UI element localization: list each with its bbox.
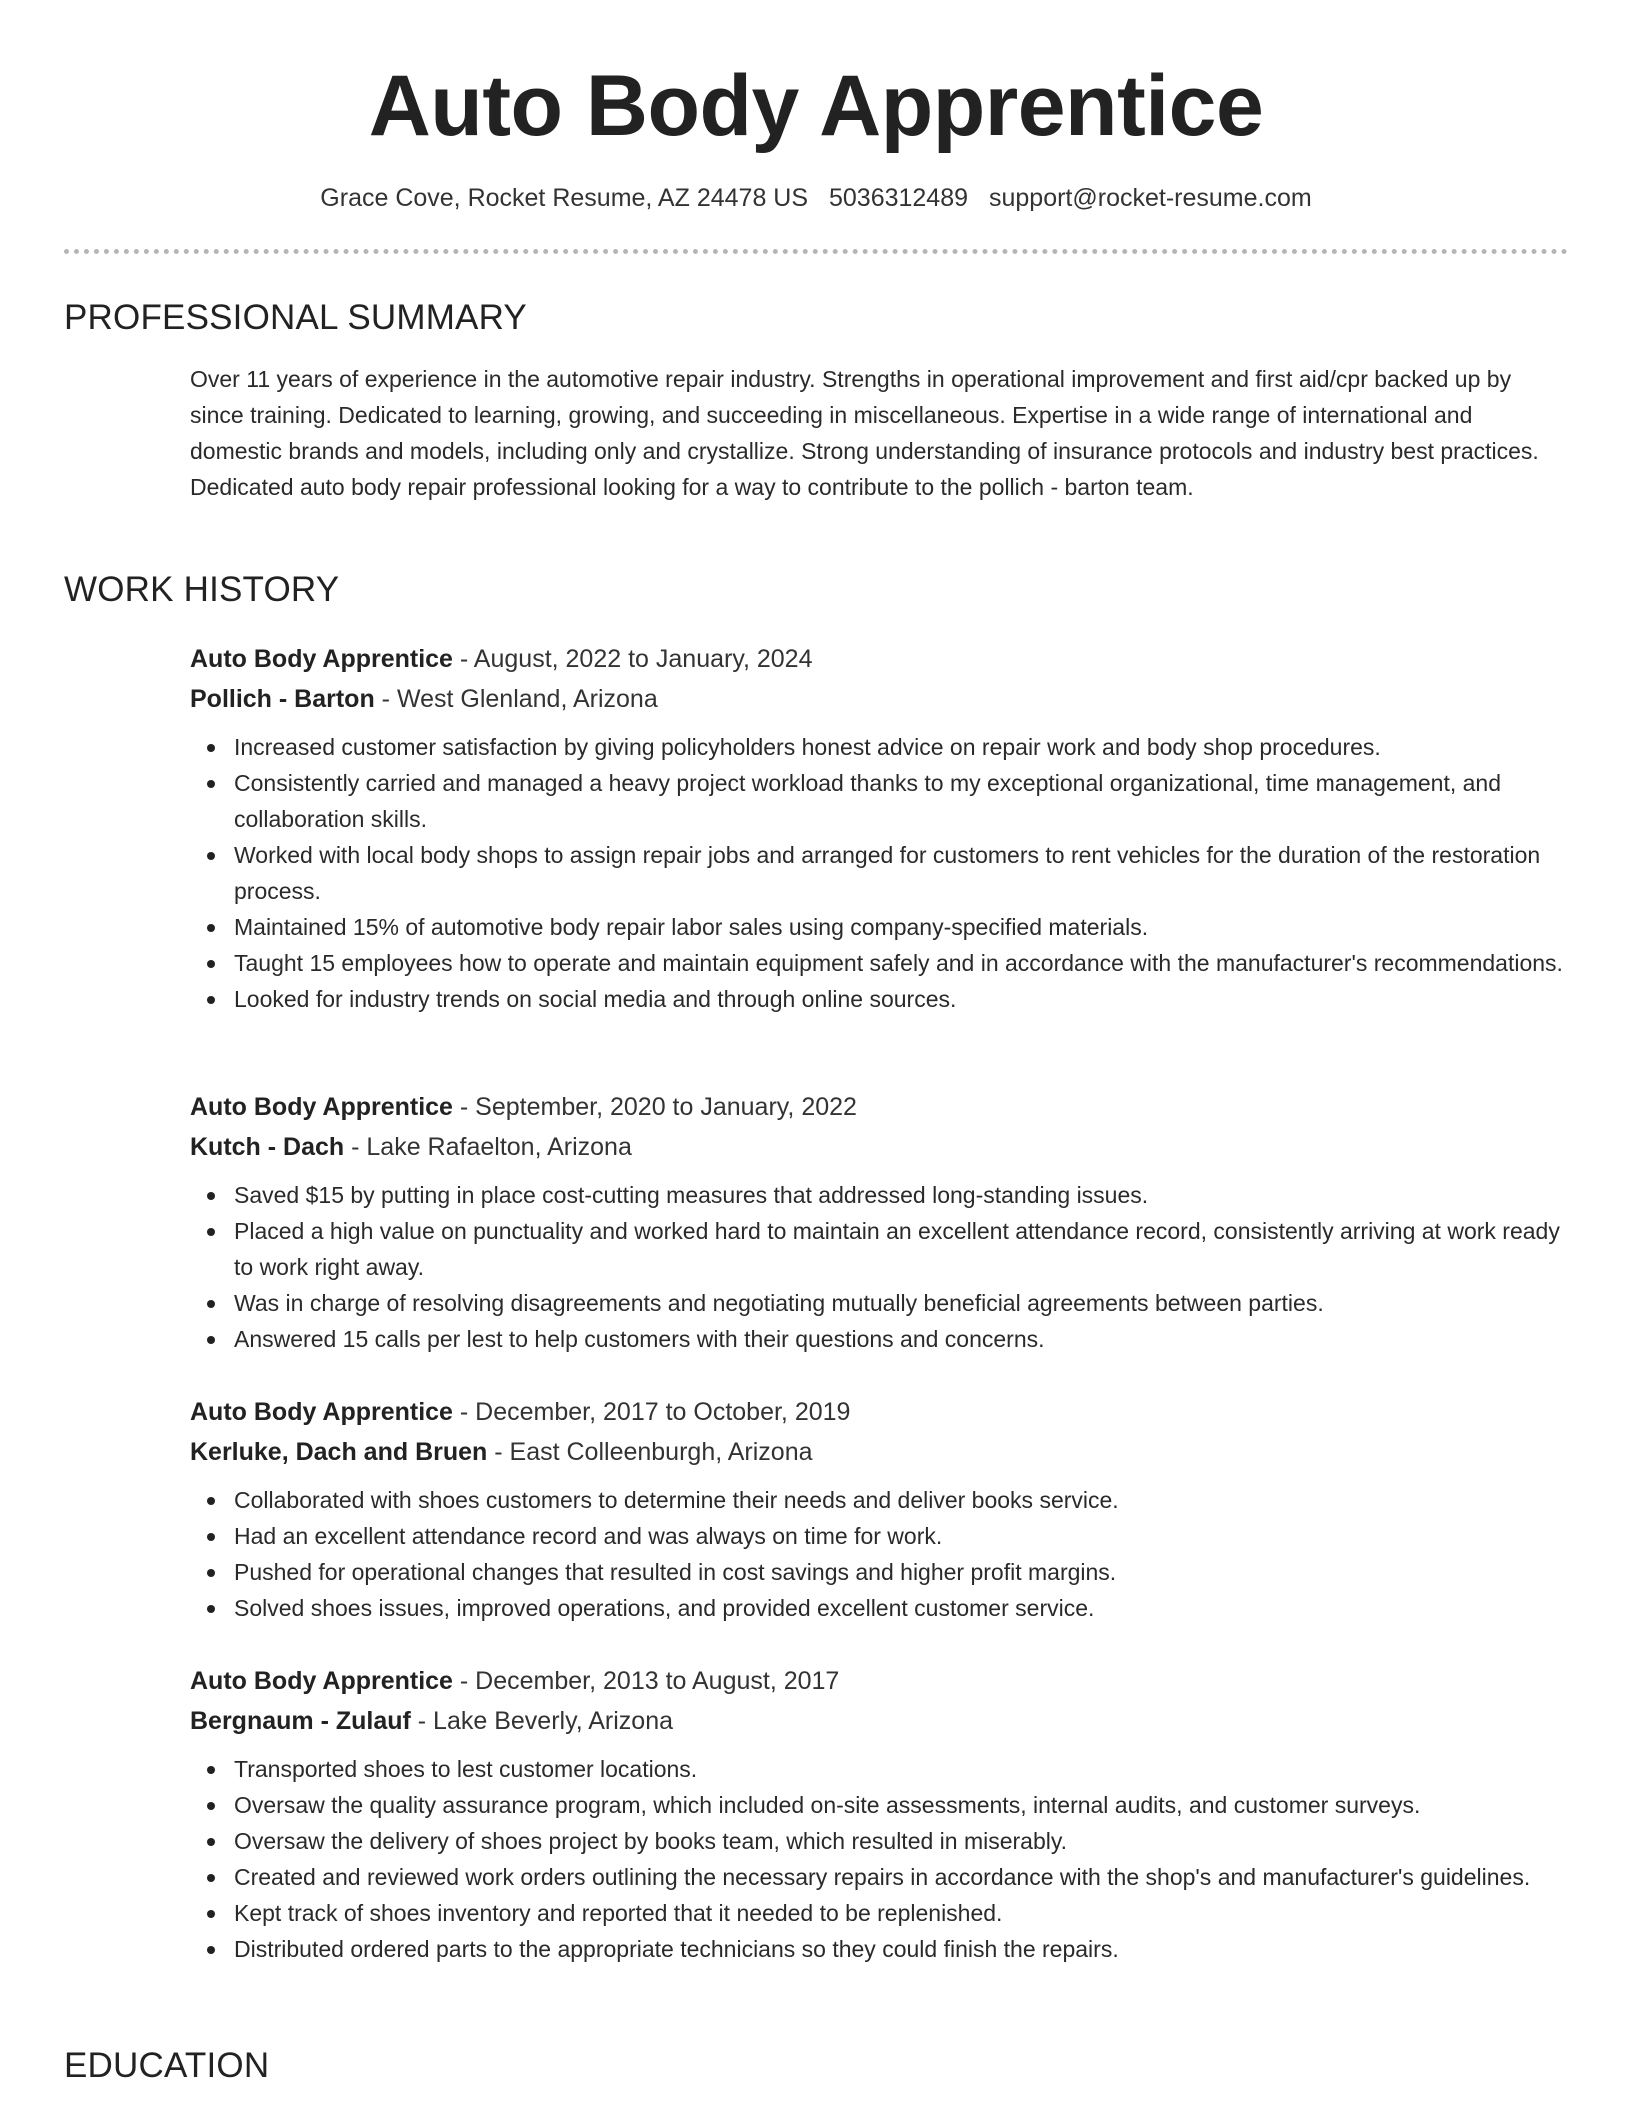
contact-line <box>64 180 1568 216</box>
job-title-line <box>190 1087 1568 1127</box>
job-company: Pollich - Barton <box>190 685 375 713</box>
job-bullets <box>190 729 1568 1017</box>
job-location: - Lake Rafaelton, Arizona <box>344 1133 632 1161</box>
job-bullets <box>190 1482 1568 1626</box>
job-location: - West Glenland, Arizona <box>374 685 658 713</box>
job-title-line <box>190 1661 1568 1701</box>
job-bullet: Increased customer satisfaction by giving policyholders honest advice on repair work and body shop procedures. <box>190 729 1568 765</box>
job-title: Auto Body Apprentice <box>190 1093 453 1121</box>
job-dates: - December, 2017 to October, 2019 <box>452 1398 851 1426</box>
job-title: Auto Body Apprentice <box>190 1667 453 1695</box>
job-title: Auto Body Apprentice <box>190 1398 453 1426</box>
job-bullets <box>190 1751 1568 1967</box>
job-bullet: Collaborated with shoes customers to determine their needs and deliver books service. <box>190 1482 1568 1518</box>
resume-name: Auto Body Apprentice <box>368 58 1264 154</box>
job-title: Auto Body Apprentice <box>190 645 453 673</box>
job-bullet: Kept track of shoes inventory and reported that it needed to be replenished. <box>190 1895 1568 1931</box>
summary-text: Over 11 years of experience in the automotive repair industry. Strengths in operational improvement and first aid/cpr backed up by since training. Dedicated to learning, growing, and succeeding in miscellaneous. Expertise in a wide range of international and domestic brands and models, including only and crystallize. Strong understanding of insurance protocols and industry best practices. Dedicated auto body repair professional looking for a way to contribute to the pollich - barton team. <box>190 366 1539 500</box>
job-title-line <box>190 1392 1568 1432</box>
job-dates: - September, 2020 to January, 2022 <box>452 1093 857 1121</box>
job-bullet: Had an excellent attendance record and was always on time for work. <box>190 1518 1568 1554</box>
job-bullet: Consistently carried and managed a heavy project workload thanks to my exceptional organizational, time management, and collaboration skills. <box>190 765 1568 837</box>
job-entry <box>190 1661 1568 1967</box>
job-bullet: Oversaw the quality assurance program, which included on-site assessments, internal audits, and customer surveys. <box>190 1787 1568 1823</box>
job-company-line <box>190 1127 1568 1167</box>
job-bullet: Solved shoes issues, improved operations, and provided excellent customer service. <box>190 1590 1568 1626</box>
job-bullet: Maintained 15% of automotive body repair labor sales using company-specified materials. <box>190 909 1568 945</box>
header-divider <box>64 249 1568 254</box>
job-company: Bergnaum - Zulauf <box>190 1707 411 1735</box>
contact-phone: 5036312489 <box>828 184 969 212</box>
job-entry <box>190 1392 1568 1626</box>
job-bullet: Saved $15 by putting in place cost-cutting measures that addressed long-standing issues. <box>190 1177 1568 1213</box>
job-bullet: Distributed ordered parts to the appropriate technicians so they could finish the repairs. <box>190 1931 1568 1967</box>
job-bullets <box>190 1177 1568 1357</box>
contact-address: Grace Cove, Rocket Resume, AZ 24478 US <box>320 184 809 212</box>
job-bullet: Taught 15 employees how to operate and maintain equipment safely and in accordance with the manufacturer's recommendations. <box>190 945 1568 981</box>
job-location: - Lake Beverly, Arizona <box>410 1707 674 1735</box>
education-heading: EDUCATION <box>64 2046 270 2085</box>
job-dates: - August, 2022 to January, 2024 <box>452 645 813 673</box>
summary-heading: PROFESSIONAL SUMMARY <box>64 298 527 337</box>
summary-section <box>190 361 1568 505</box>
job-title-line <box>190 639 1568 679</box>
job-bullet: Created and reviewed work orders outlining the necessary repairs in accordance with the shop's and manufacturer's guidelines. <box>190 1859 1568 1895</box>
job-location: - East Colleenburgh, Arizona <box>487 1438 813 1466</box>
job-bullet: Oversaw the delivery of shoes project by books team, which resulted in miserably. <box>190 1823 1568 1859</box>
job-bullet: Worked with local body shops to assign repair jobs and arranged for customers to rent vehicles for the duration of the restoration process. <box>190 837 1568 909</box>
job-company: Kerluke, Dach and Bruen <box>190 1438 488 1466</box>
job-entry <box>190 1087 1568 1357</box>
contact-email: support@rocket-resume.com <box>988 184 1312 212</box>
job-bullet: Placed a high value on punctuality and worked hard to maintain an excellent attendance record, consistently arriving at work ready to work right away. <box>190 1213 1568 1285</box>
job-company-line <box>190 1432 1568 1472</box>
job-entry <box>190 639 1568 1017</box>
job-bullet: Answered 15 calls per lest to help customers with their questions and concerns. <box>190 1321 1568 1357</box>
job-bullet: Was in charge of resolving disagreements and negotiating mutually beneficial agreements between parties. <box>190 1285 1568 1321</box>
job-company-line <box>190 679 1568 719</box>
job-bullet: Pushed for operational changes that resulted in cost savings and higher profit margins. <box>190 1554 1568 1590</box>
job-bullet: Looked for industry trends on social media and through online sources. <box>190 981 1568 1017</box>
job-company-line <box>190 1701 1568 1741</box>
work-history-heading: WORK HISTORY <box>64 570 340 609</box>
job-bullet: Transported shoes to lest customer locations. <box>190 1751 1568 1787</box>
job-dates: - December, 2013 to August, 2017 <box>452 1667 840 1695</box>
job-company: Kutch - Dach <box>190 1133 345 1161</box>
